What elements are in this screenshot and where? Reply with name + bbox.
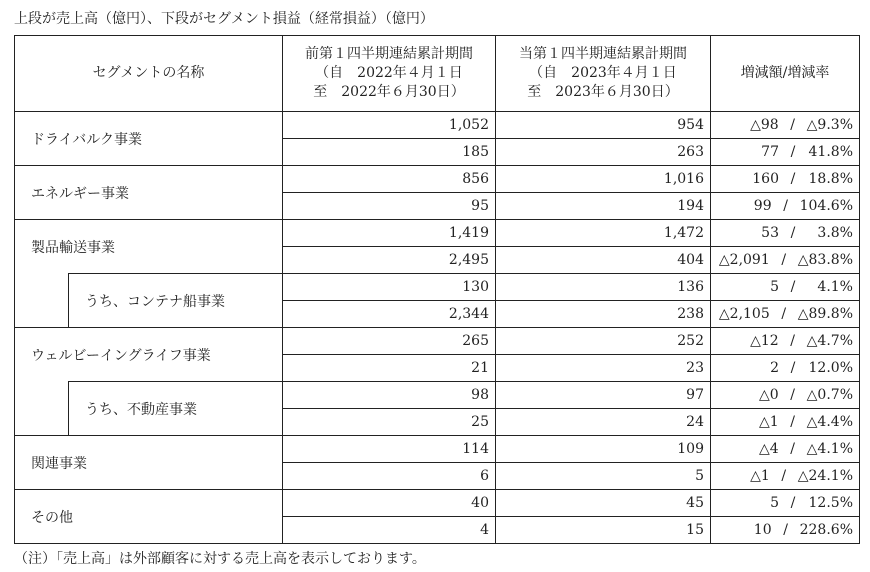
change-amount: 99 bbox=[753, 198, 772, 214]
table-row bbox=[15, 274, 860, 301]
change-cell bbox=[711, 301, 860, 328]
change-cell bbox=[711, 139, 860, 166]
change-amount: 10 bbox=[753, 522, 772, 538]
change-rate: 41.8% bbox=[808, 144, 853, 160]
change-amount: △4 bbox=[758, 441, 779, 457]
change-cell bbox=[711, 436, 860, 463]
change-cell bbox=[711, 328, 860, 355]
prev-period-value: 6 bbox=[283, 463, 496, 490]
change-amount: 2 bbox=[770, 360, 779, 376]
separator: / bbox=[790, 414, 796, 430]
prev-period-value: 25 bbox=[283, 409, 496, 436]
change-amount: 160 bbox=[752, 171, 779, 187]
prev-period-value: 114 bbox=[283, 436, 496, 463]
change-cell bbox=[711, 463, 860, 490]
header-prev-to: 至 2022年６月30日） bbox=[313, 84, 465, 100]
prev-period-value: 130 bbox=[283, 274, 496, 301]
change-amount: △2,091 bbox=[718, 252, 770, 268]
change-rate: 104.6% bbox=[799, 198, 853, 214]
change-rate: △4.4% bbox=[806, 414, 853, 430]
change-amount: 77 bbox=[761, 144, 779, 160]
prev-period-value: 856 bbox=[283, 166, 496, 193]
change-cell bbox=[711, 490, 860, 517]
segment-name: 関連事業 bbox=[15, 436, 283, 490]
table-row bbox=[15, 112, 860, 139]
table-row bbox=[15, 166, 860, 193]
change-amount: 5 bbox=[770, 279, 779, 295]
change-rate: △9.3% bbox=[806, 117, 853, 133]
change-rate: 18.8% bbox=[808, 171, 853, 187]
table-row bbox=[15, 382, 860, 409]
change-cell bbox=[711, 274, 860, 301]
separator: / bbox=[790, 360, 796, 376]
prev-period-value: 1,052 bbox=[283, 112, 496, 139]
current-period-value: 5 bbox=[496, 463, 711, 490]
segment-name: ドライバルク事業 bbox=[15, 112, 283, 166]
table-row bbox=[15, 436, 860, 463]
change-rate: △89.8% bbox=[797, 306, 853, 322]
separator: / bbox=[781, 252, 787, 268]
separator: / bbox=[790, 441, 796, 457]
prev-period-value: 265 bbox=[283, 328, 496, 355]
change-cell bbox=[711, 220, 860, 247]
current-period-value: 238 bbox=[496, 301, 711, 328]
header-prev-period bbox=[283, 36, 496, 112]
indent-cell bbox=[15, 274, 69, 328]
prev-period-value: 21 bbox=[283, 355, 496, 382]
current-period-value: 97 bbox=[496, 382, 711, 409]
change-rate: △0.7% bbox=[806, 387, 853, 403]
prev-period-value: 1,419 bbox=[283, 220, 496, 247]
segment-name: 製品輸送事業 bbox=[15, 220, 283, 274]
change-rate: 12.5% bbox=[808, 495, 853, 511]
current-period-value: 15 bbox=[496, 517, 711, 544]
segment-table bbox=[14, 35, 860, 544]
current-period-value: 24 bbox=[496, 409, 711, 436]
prev-period-value: 95 bbox=[283, 193, 496, 220]
change-rate: 12.0% bbox=[808, 360, 853, 376]
prev-period-value: 2,344 bbox=[283, 301, 496, 328]
change-cell bbox=[711, 166, 860, 193]
table-row bbox=[15, 220, 860, 247]
change-rate: 3.8% bbox=[817, 225, 853, 241]
sub-segment-name: うち、コンテナ船事業 bbox=[69, 274, 283, 328]
change-cell bbox=[711, 193, 860, 220]
sub-segment-name: うち、不動産事業 bbox=[69, 382, 283, 436]
change-amount: △2,105 bbox=[718, 306, 770, 322]
change-rate: 228.6% bbox=[799, 522, 853, 538]
header-row bbox=[15, 36, 860, 112]
separator: / bbox=[790, 333, 796, 349]
footnote: （注）「売上高」は外部顧客に対する売上高を表示しております。 bbox=[14, 551, 426, 567]
change-amount: △98 bbox=[750, 117, 779, 133]
prev-period-value: 40 bbox=[283, 490, 496, 517]
separator: / bbox=[790, 225, 796, 241]
current-period-value: 1,016 bbox=[496, 166, 711, 193]
header-prev-from: （自 2022年４月１日 bbox=[315, 65, 463, 81]
current-period-value: 45 bbox=[496, 490, 711, 517]
segment-name: エネルギー事業 bbox=[15, 166, 283, 220]
prev-period-value: 4 bbox=[283, 517, 496, 544]
change-rate: △83.8% bbox=[797, 252, 853, 268]
prev-period-value: 2,495 bbox=[283, 247, 496, 274]
prev-period-value: 185 bbox=[283, 139, 496, 166]
current-period-value: 1,472 bbox=[496, 220, 711, 247]
change-amount: △1 bbox=[750, 468, 770, 484]
change-cell bbox=[711, 247, 860, 274]
separator: / bbox=[783, 522, 788, 538]
separator: / bbox=[790, 387, 796, 403]
table-row bbox=[15, 328, 860, 355]
indent-cell bbox=[15, 382, 69, 436]
header-cur-title: 当第１四半期連結累計期間 bbox=[519, 46, 687, 62]
separator: / bbox=[790, 117, 796, 133]
header-cur-from: （自 2023年４月１日 bbox=[529, 65, 677, 81]
prev-period-value: 98 bbox=[283, 382, 496, 409]
change-cell bbox=[711, 355, 860, 382]
change-amount: 5 bbox=[770, 495, 779, 511]
segment-name: その他 bbox=[15, 490, 283, 544]
change-amount: 53 bbox=[761, 225, 779, 241]
current-period-value: 23 bbox=[496, 355, 711, 382]
header-prev-title: 前第１四半期連結累計期間 bbox=[305, 46, 473, 62]
header-change: 増減額/増減率 bbox=[711, 36, 860, 112]
table-row bbox=[15, 490, 860, 517]
separator: / bbox=[783, 198, 788, 214]
change-amount: △12 bbox=[750, 333, 779, 349]
current-period-value: 109 bbox=[496, 436, 711, 463]
change-cell bbox=[711, 409, 860, 436]
change-rate: △4.1% bbox=[806, 441, 853, 457]
change-cell bbox=[711, 517, 860, 544]
change-cell bbox=[711, 382, 860, 409]
current-period-value: 136 bbox=[496, 274, 711, 301]
current-period-value: 404 bbox=[496, 247, 711, 274]
change-amount: △0 bbox=[758, 387, 779, 403]
current-period-value: 263 bbox=[496, 139, 711, 166]
current-period-value: 954 bbox=[496, 112, 711, 139]
separator: / bbox=[790, 171, 796, 187]
separator: / bbox=[781, 306, 787, 322]
separator: / bbox=[790, 279, 796, 295]
separator: / bbox=[781, 468, 787, 484]
header-current-period bbox=[496, 36, 711, 112]
change-rate: △24.1% bbox=[797, 468, 853, 484]
table-caption: 上段が売上高（億円）、下段がセグメント損益（経常損益）（億円） bbox=[14, 11, 434, 27]
change-rate: 4.1% bbox=[817, 279, 853, 295]
change-rate: △4.7% bbox=[806, 333, 853, 349]
header-cur-to: 至 2023年６月30日） bbox=[527, 84, 679, 100]
separator: / bbox=[790, 144, 796, 160]
current-period-value: 252 bbox=[496, 328, 711, 355]
separator: / bbox=[790, 495, 796, 511]
segment-name: ウェルビーイングライフ事業 bbox=[15, 328, 283, 382]
change-cell bbox=[711, 112, 860, 139]
current-period-value: 194 bbox=[496, 193, 711, 220]
header-segment: セグメントの名称 bbox=[15, 36, 283, 112]
change-amount: △1 bbox=[758, 414, 779, 430]
